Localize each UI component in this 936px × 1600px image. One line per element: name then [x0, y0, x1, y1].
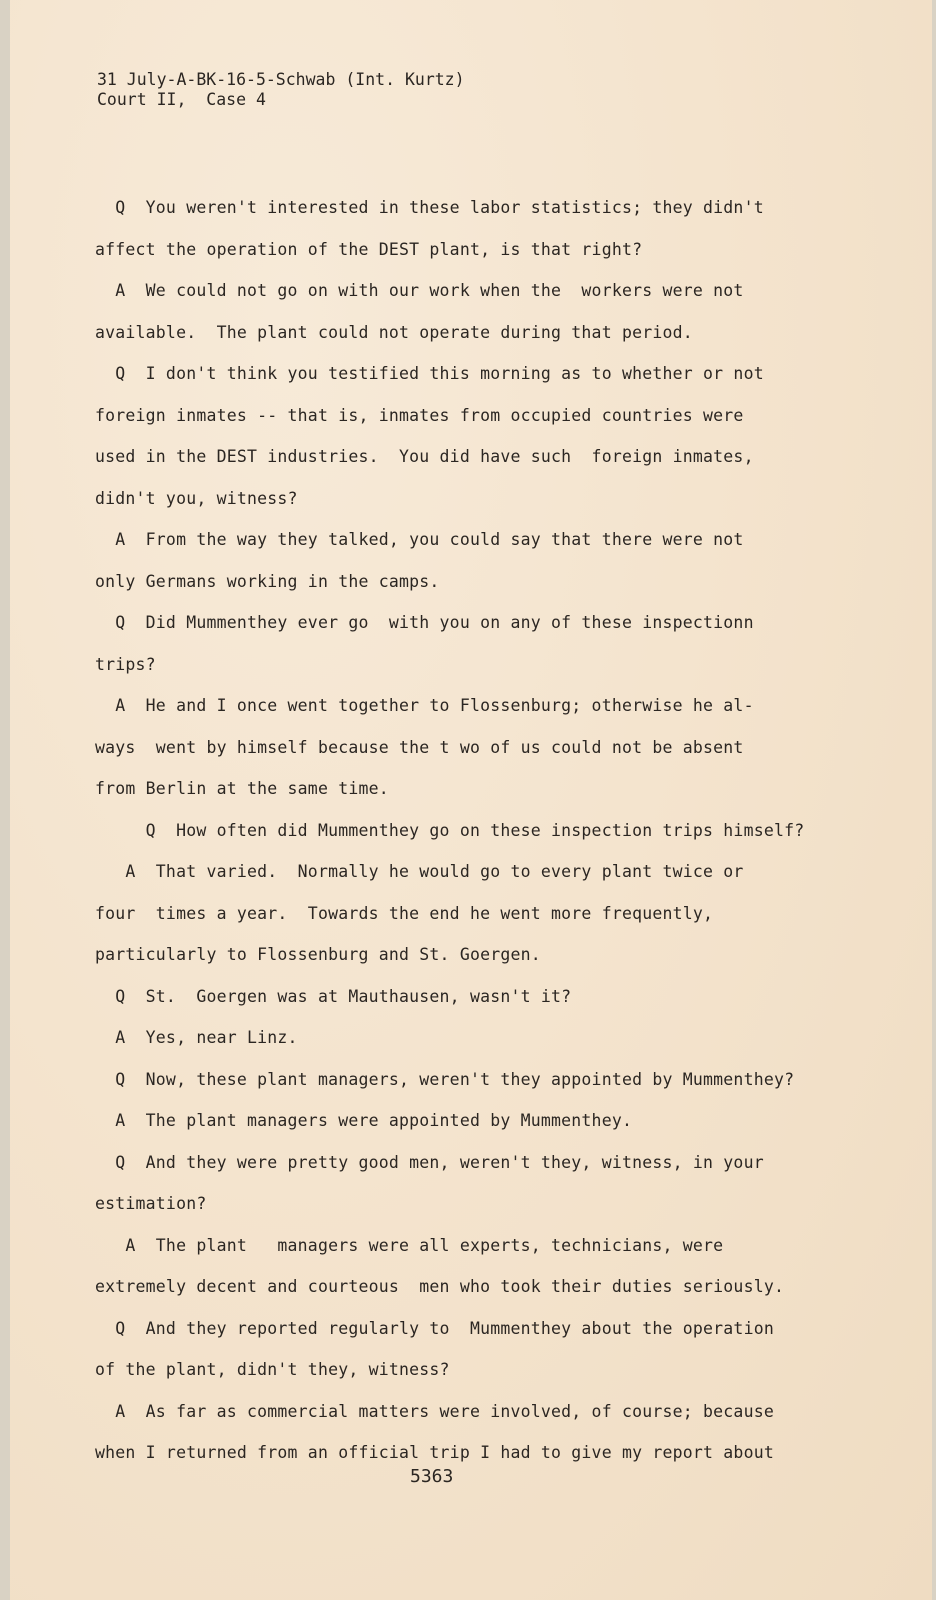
transcript-line: Q You weren't interested in these labor statistics; they didn't	[95, 198, 764, 217]
transcript-line: Q Did Mummenthey ever go with you on any of these inspectionn	[95, 613, 754, 632]
transcript-line: foreign inmates -- that is, inmates from occupied countries were	[95, 405, 744, 425]
transcript-line: A He and I once went together to Flossenburg; otherwise he al-	[95, 696, 754, 715]
header-line-1: 31 July-A-BK-16-5-Schwab (Int. Kurtz)	[97, 70, 465, 89]
transcript-paragraph	[95, 685, 895, 810]
header-line-2: Court II, Case 4	[97, 90, 266, 109]
transcript-paragraph	[95, 1308, 895, 1391]
transcript-line: ways went by himself because the t wo of us could not be absent	[95, 737, 744, 757]
transcript-line: estimation?	[95, 1194, 207, 1213]
transcript-line: of the plant, didn't they, witness?	[95, 1360, 450, 1379]
transcript-line: A That varied. Normally he would go to every plant twice or	[95, 862, 744, 881]
transcript-line: Q And they reported regularly to Mummenthey about the operation	[95, 1318, 774, 1338]
transcript-line: Q How often did Mummenthey go on these inspection trips himself?	[95, 820, 805, 840]
transcript-body	[95, 187, 895, 1474]
transcript-line: A As far as commercial matters were involved, of course; because	[95, 1401, 774, 1421]
transcript-line: affect the operation of the DEST plant, is that right?	[95, 239, 643, 259]
transcript-line: extremely decent and courteous men who took their duties seriously.	[95, 1277, 785, 1296]
transcript-paragraph	[95, 1142, 895, 1225]
transcript-line: A The plant managers were all experts, technicians, were	[95, 1235, 724, 1255]
transcript-line: A From the way they talked, you could say that there were not	[95, 530, 744, 549]
transcript-line: Q St. Goergen was at Mauthausen, wasn't it?	[95, 986, 572, 1006]
transcript-line: Q Now, these plant managers, weren't they appointed by Mummenthey?	[95, 1069, 795, 1089]
transcript-line: didn't you, witness?	[95, 488, 298, 508]
transcript-line: trips?	[95, 654, 156, 674]
transcript-paragraph	[95, 602, 895, 685]
document-header	[97, 70, 465, 110]
transcript-line: particularly to Flossenburg and St. Goergen.	[95, 945, 541, 964]
transcript-paragraph	[95, 270, 895, 353]
transcript-line: four times a year. Towards the end he went more frequently,	[95, 903, 714, 923]
transcript-paragraph	[95, 1059, 895, 1101]
transcript-line: available. The plant could not operate during that period.	[95, 322, 693, 342]
transcript-paragraph	[95, 1100, 895, 1142]
transcript-line: A Yes, near Linz.	[95, 1028, 298, 1047]
transcript-paragraph	[95, 1017, 895, 1059]
transcript-line: A The plant managers were appointed by Mummenthey.	[95, 1111, 633, 1130]
transcript-paragraph	[95, 1391, 895, 1474]
page-number: 5363	[410, 1466, 454, 1487]
transcript-paragraph	[95, 851, 895, 976]
transcript-line: A We could not go on with our work when the workers were not	[95, 281, 744, 300]
transcript-paragraph	[95, 1225, 895, 1308]
transcript-line: used in the DEST industries. You did have such foreign inmates,	[95, 447, 754, 466]
document-page	[10, 0, 932, 1600]
transcript-paragraph	[95, 353, 895, 519]
transcript-line: Q And they were pretty good men, weren't they, witness, in your	[95, 1152, 764, 1172]
transcript-paragraph	[95, 976, 895, 1018]
transcript-paragraph	[95, 519, 895, 602]
transcript-line: only Germans working in the camps.	[95, 571, 440, 591]
transcript-line: from Berlin at the same time.	[95, 779, 389, 798]
transcript-line: when I returned from an official trip I had to give my report about	[95, 1443, 774, 1462]
transcript-paragraph	[95, 810, 895, 852]
transcript-line: Q I don't think you testified this morning as to whether or not	[95, 364, 764, 383]
transcript-paragraph	[95, 187, 895, 270]
